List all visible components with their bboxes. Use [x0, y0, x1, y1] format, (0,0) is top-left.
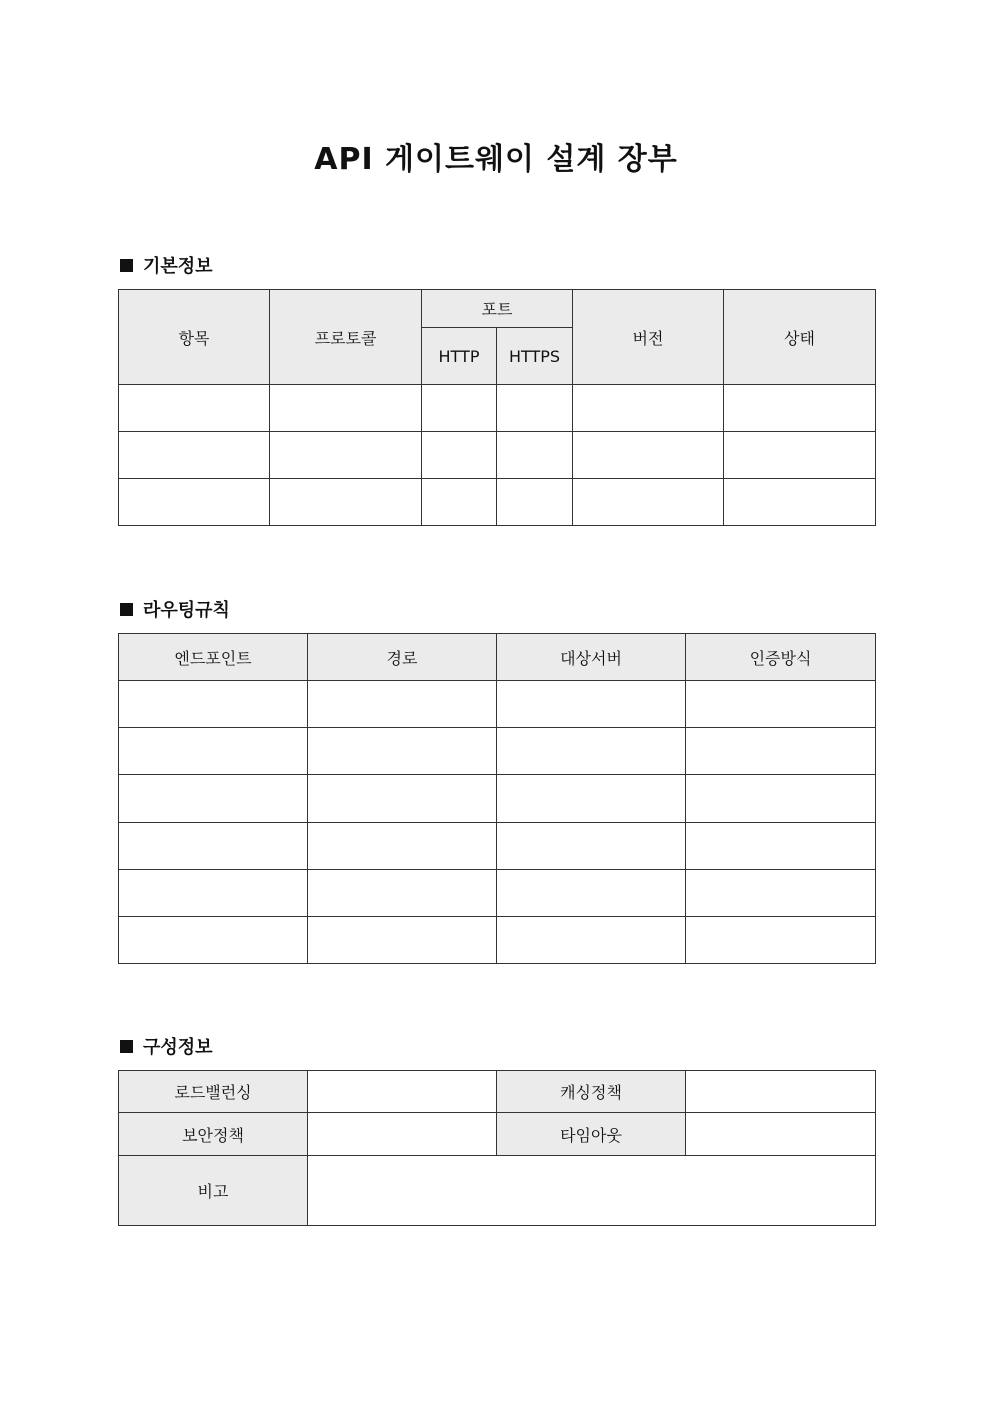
label-remarks: 비고 — [119, 1156, 308, 1226]
basic-info-table — [118, 289, 876, 526]
label-timeout: 타임아웃 — [497, 1113, 686, 1156]
table-cell[interactable] — [119, 681, 308, 728]
square-bullet-icon — [120, 603, 133, 616]
section-heading-basic-label: 기본정보 — [143, 256, 213, 277]
value-security-policy[interactable] — [308, 1113, 497, 1156]
table-row — [119, 479, 876, 526]
section-heading-basic — [120, 252, 213, 278]
table-row — [119, 870, 876, 917]
table-cell[interactable] — [686, 775, 876, 823]
header-protocol: 프로토콜 — [270, 290, 422, 385]
table-cell[interactable] — [119, 823, 308, 870]
table-cell[interactable] — [686, 728, 876, 775]
header-item: 항목 — [119, 290, 270, 385]
table-cell[interactable] — [686, 870, 876, 917]
table-cell[interactable] — [497, 870, 686, 917]
header-version: 버전 — [573, 290, 724, 385]
table-cell[interactable] — [308, 917, 497, 964]
table-cell[interactable] — [270, 385, 422, 432]
table-cell[interactable] — [573, 432, 724, 479]
header-https: HTTPS — [497, 328, 573, 385]
table-cell[interactable] — [686, 917, 876, 964]
value-timeout[interactable] — [686, 1113, 876, 1156]
table-cell[interactable] — [308, 728, 497, 775]
table-cell[interactable] — [497, 479, 573, 526]
table-cell[interactable] — [119, 479, 270, 526]
table-cell[interactable] — [497, 917, 686, 964]
table-row — [119, 432, 876, 479]
config-info-table — [118, 1070, 876, 1226]
table-cell[interactable] — [573, 479, 724, 526]
routing-rules-table — [118, 633, 876, 964]
table-cell[interactable] — [497, 432, 573, 479]
table-cell[interactable] — [119, 917, 308, 964]
header-port: 포트 — [422, 290, 573, 328]
table-cell[interactable] — [422, 432, 497, 479]
table-cell[interactable] — [270, 479, 422, 526]
table-cell[interactable] — [270, 432, 422, 479]
table-cell[interactable] — [119, 432, 270, 479]
section-heading-routing-label: 라우팅규칙 — [143, 600, 230, 621]
page-title: API 게이트웨이 설계 장부 — [314, 142, 678, 177]
section-heading-config — [120, 1033, 213, 1059]
table-cell[interactable] — [686, 681, 876, 728]
table-cell[interactable] — [497, 775, 686, 823]
table-cell[interactable] — [119, 728, 308, 775]
label-security-policy: 보안정책 — [119, 1113, 308, 1156]
table-cell[interactable] — [119, 775, 308, 823]
table-cell[interactable] — [119, 385, 270, 432]
table-cell[interactable] — [422, 385, 497, 432]
table-cell[interactable] — [686, 823, 876, 870]
table-row — [119, 385, 876, 432]
square-bullet-icon — [120, 1040, 133, 1053]
table-cell[interactable] — [308, 870, 497, 917]
table-cell[interactable] — [724, 385, 876, 432]
table-cell[interactable] — [422, 479, 497, 526]
table-cell[interactable] — [724, 479, 876, 526]
value-load-balancing[interactable] — [308, 1071, 497, 1113]
header-status: 상태 — [724, 290, 876, 385]
table-cell[interactable] — [497, 823, 686, 870]
value-remarks[interactable] — [308, 1156, 876, 1226]
section-heading-routing — [120, 596, 230, 622]
section-heading-config-label: 구성정보 — [143, 1037, 213, 1058]
table-cell[interactable] — [308, 681, 497, 728]
table-cell[interactable] — [573, 385, 724, 432]
table-cell[interactable] — [497, 728, 686, 775]
square-bullet-icon — [120, 259, 133, 272]
table-row — [119, 681, 876, 728]
label-load-balancing: 로드밸런싱 — [119, 1071, 308, 1113]
table-row — [119, 917, 876, 964]
table-cell[interactable] — [497, 681, 686, 728]
header-target-server: 대상서버 — [497, 634, 686, 681]
table-row — [119, 775, 876, 823]
table-cell[interactable] — [308, 775, 497, 823]
header-endpoint: 엔드포인트 — [119, 634, 308, 681]
value-caching-policy[interactable] — [686, 1071, 876, 1113]
header-http: HTTP — [422, 328, 497, 385]
label-caching-policy: 캐싱정책 — [497, 1071, 686, 1113]
header-auth-method: 인증방식 — [686, 634, 876, 681]
header-path: 경로 — [308, 634, 497, 681]
table-cell[interactable] — [119, 870, 308, 917]
table-row — [119, 823, 876, 870]
table-cell[interactable] — [308, 823, 497, 870]
table-cell[interactable] — [724, 432, 876, 479]
table-cell[interactable] — [497, 385, 573, 432]
table-row — [119, 728, 876, 775]
